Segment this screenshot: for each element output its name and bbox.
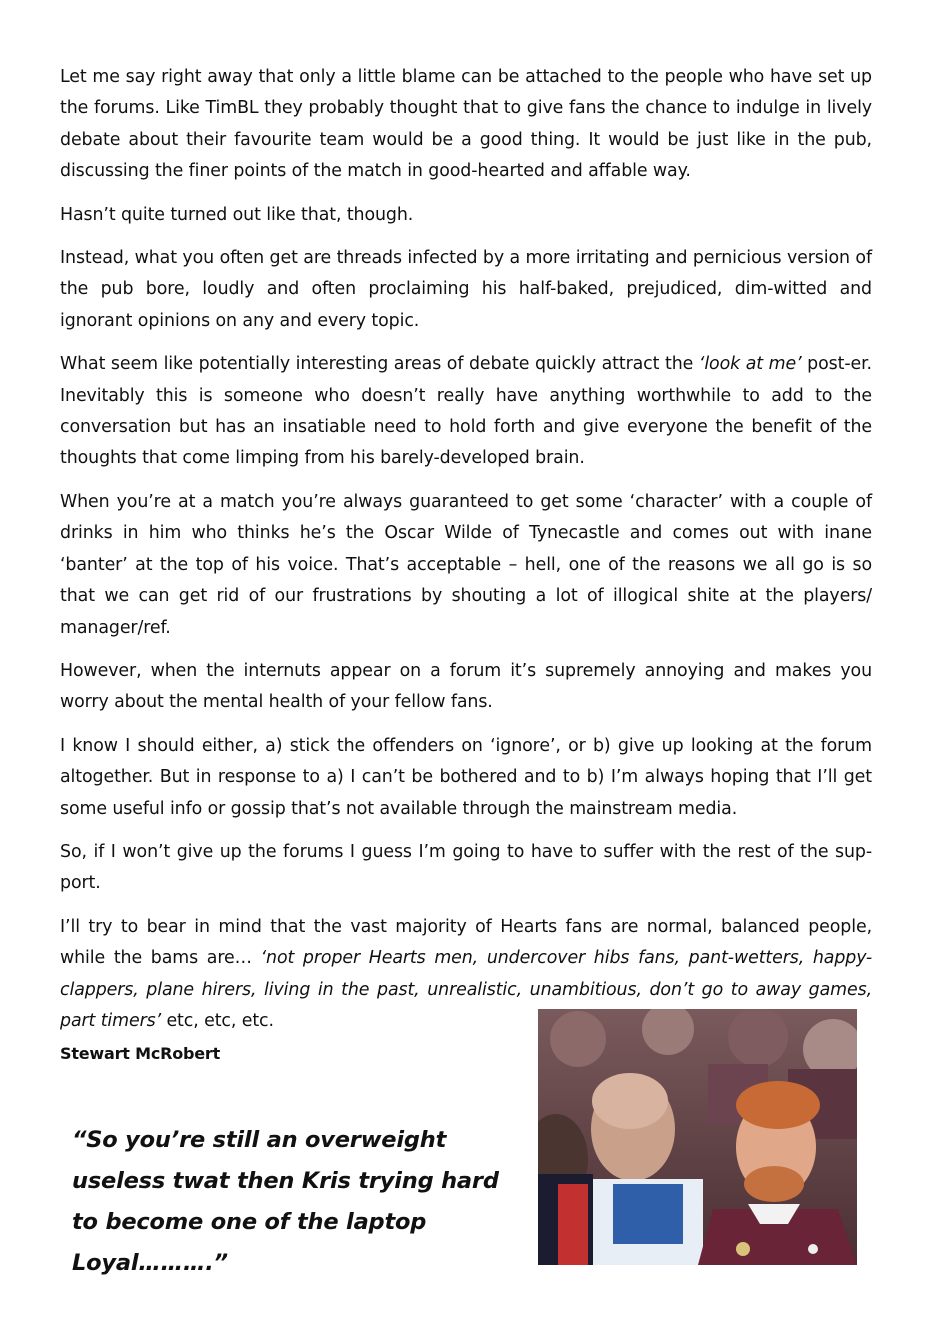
paragraph: I know I should either, a) stick the offenders on ‘ignore’, or b) give up looking at the forum altogether. But in response to a) I can’t be bothered and to b) I’m always hoping that I’ll get some useful info or gossip that’s not available through the mainstream media. <box>60 735 872 819</box>
paragraph: Let me say right away that only a little blame can be attached to the people who have set up the forums. Like TimBL they probably thought that to give fans the chance to indulge in lively debate about their favourite team would be a good thing. It would be just like in the pub, discussing the finer points of the match in good-hearted and affable way. <box>60 67 872 182</box>
paragraph: So, if I won’t give up the forums I guess I’m going to have to suffer with the rest of the sup-port. <box>60 841 872 894</box>
paragraph-text: I’ll try to bear in mind that the vast majority of Hearts fans are normal, balanced people, while the bams are… <box>60 916 872 969</box>
photo-illustration <box>538 1009 857 1265</box>
paragraph-text: etc, etc, etc. <box>161 1010 274 1031</box>
article-body <box>60 62 872 1049</box>
paragraph: Instead, what you often get are threads infected by a more irritating and pernicious version of the pub bore, loudly and often proclaiming his half-baked, prejudiced, dim-witted and ignorant opinions on any and every topic. <box>60 248 872 331</box>
italic-phrase: ‘not proper Hearts men, undercover hibs fans, pant-wetters, happy-clappers, plane hirers, living in the past, unrealistic, unambitious, don’t go to away games, part timers’ <box>60 948 872 1031</box>
paragraph: When you’re at a match you’re always guaranteed to get some ‘character’ with a couple of drinks in him who thinks he’s the Oscar Wilde of Tynecastle and comes out with inane ‘banter’ at the top of his voice. That’s acceptable – hell, one of the reasons we all go is so that we can get rid of our frustrations by shouting a lot of illogical shite at the players/ manager/ref. <box>60 491 872 638</box>
paragraph: Hasn’t quite turned out like that, though. <box>60 204 414 225</box>
paragraph-text: What seem like potentially interesting areas of debate quickly attract the <box>60 354 699 375</box>
author-name: Stewart McRobert <box>60 1044 221 1063</box>
paragraph <box>60 349 872 475</box>
pull-quote: “So you’re still an overweight useless twat then Kris trying hard to become one of the laptop Loyal……….” <box>72 1127 499 1276</box>
paragraph-text: post-er. Inevitably this is someone who doesn’t really have anything worthwhile to add to the conversation but has an insatiable need to hold forth and give everyone the benefit of the thoughts that come limping from his barely-developed brain. <box>60 354 872 469</box>
italic-phrase: ‘look at me’ <box>698 354 802 375</box>
paragraph: However, when the internuts appear on a forum it’s supremely annoying and makes you worry about the mental health of your fellow fans. <box>60 660 872 713</box>
football-players-photo <box>538 1009 857 1265</box>
